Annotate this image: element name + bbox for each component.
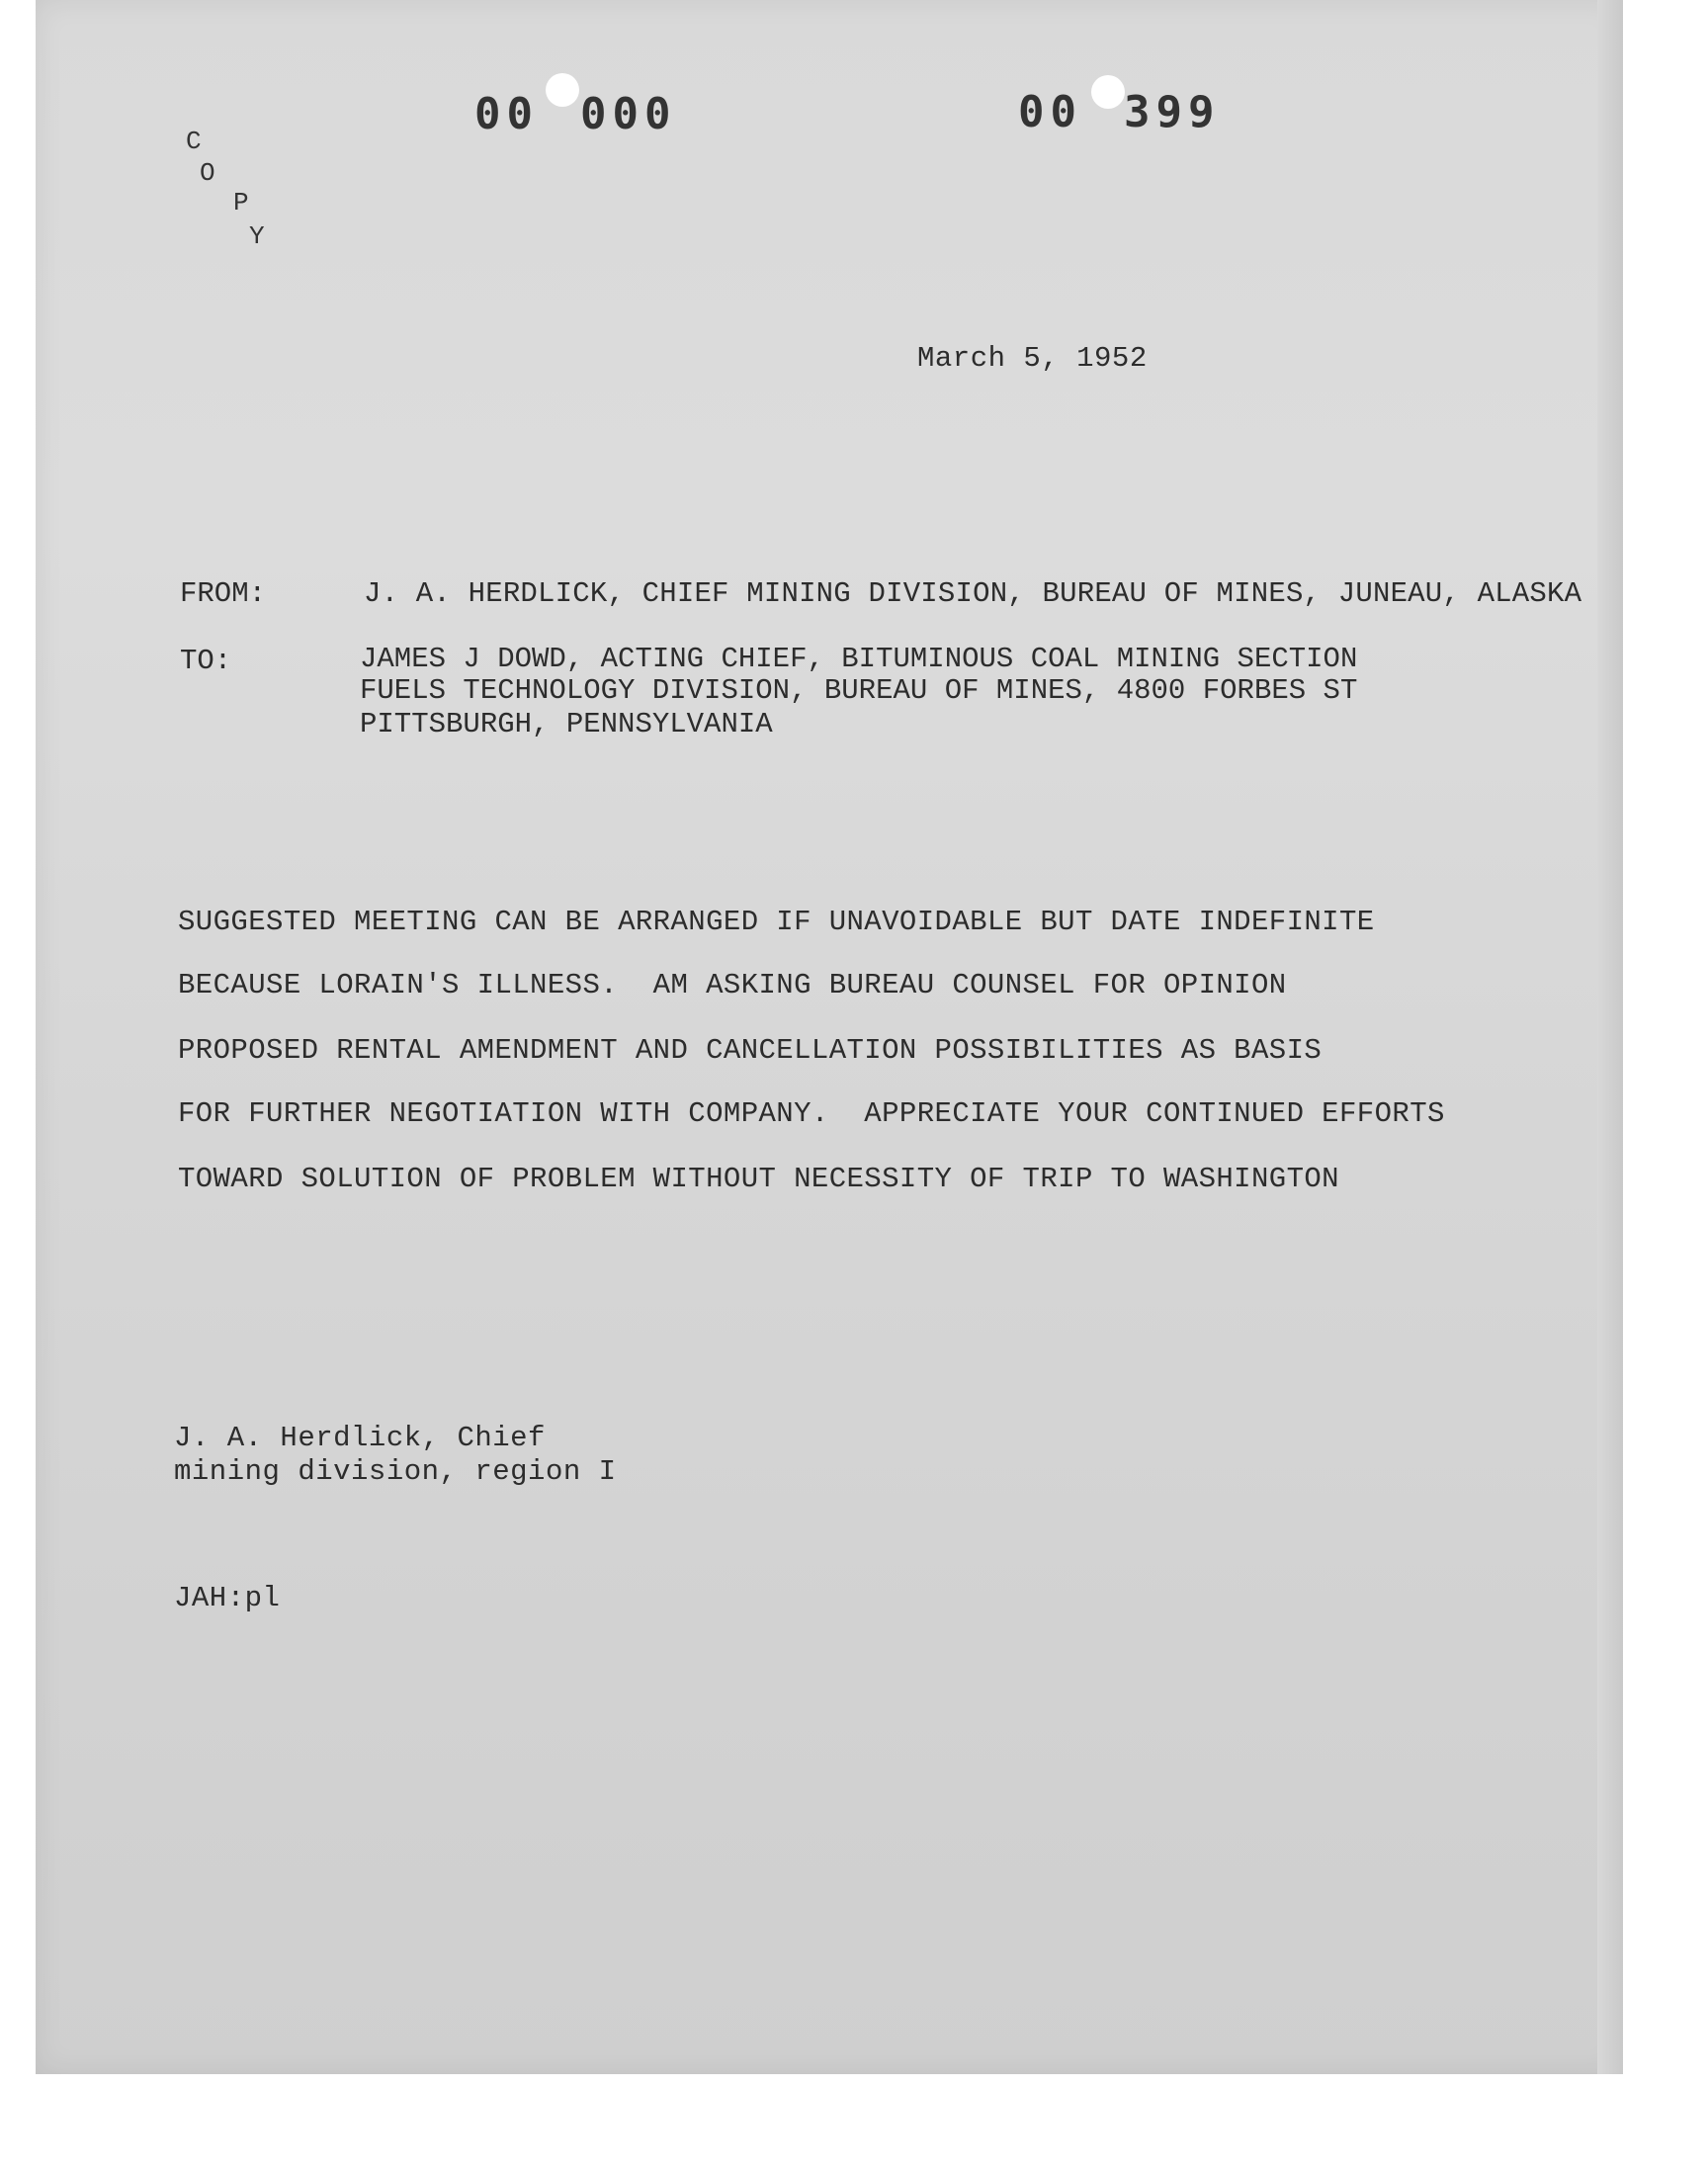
copy-mark-o: O	[200, 158, 215, 188]
body-line-3: PROPOSED RENTAL AMENDMENT AND CANCELLATION POSSIBILITIES AS BASIS	[178, 1034, 1323, 1067]
signature-line-1: J. A. Herdlick, Chief	[174, 1422, 546, 1454]
to-line-3: PITTSBURGH, PENNSYLVANIA	[360, 708, 773, 740]
to-line-2: FUELS TECHNOLOGY DIVISION, BUREAU OF MINES, 4800 FORBES ST	[360, 674, 1358, 707]
copy-mark-y: Y	[249, 221, 265, 251]
body-line-4: FOR FURTHER NEGOTIATION WITH COMPANY. APPRECIATE YOUR CONTINUED EFFORTS	[178, 1097, 1445, 1130]
body-line-2: BECAUSE LORAIN'S ILLNESS. AM ASKING BUREAU COUNSEL FOR OPINION	[178, 969, 1287, 1001]
from-label: FROM:	[180, 577, 267, 610]
document-number-left	[474, 89, 676, 139]
document-number-left-start: 00	[474, 89, 539, 139]
to-line-1: JAMES J DOWD, ACTING CHIEF, BITUMINOUS COAL MINING SECTION	[360, 643, 1358, 675]
document-page	[36, 0, 1623, 2074]
copy-mark-c: C	[186, 127, 202, 156]
body-line-5: TOWARD SOLUTION OF PROBLEM WITHOUT NECESSITY OF TRIP TO WASHINGTON	[178, 1163, 1339, 1195]
letter-date: March 5, 1952	[917, 342, 1148, 375]
copy-mark-p: P	[233, 188, 249, 218]
document-number-right	[1018, 87, 1220, 137]
typist-initials: JAH:pl	[174, 1582, 281, 1614]
document-number-right-end: 399	[1123, 87, 1221, 137]
from-value: J. A. HERDLICK, CHIEF MINING DIVISION, BUREAU OF MINES, JUNEAU, ALASKA	[364, 577, 1582, 610]
document-number-left-end: 000	[579, 89, 677, 139]
body-line-1: SUGGESTED MEETING CAN BE ARRANGED IF UNAVOIDABLE BUT DATE INDEFINITE	[178, 906, 1375, 938]
signature-line-2: mining division, region I	[174, 1455, 617, 1488]
document-number-right-start: 00	[1018, 87, 1082, 137]
to-label: TO:	[180, 645, 232, 677]
page-edge	[1597, 0, 1623, 2074]
